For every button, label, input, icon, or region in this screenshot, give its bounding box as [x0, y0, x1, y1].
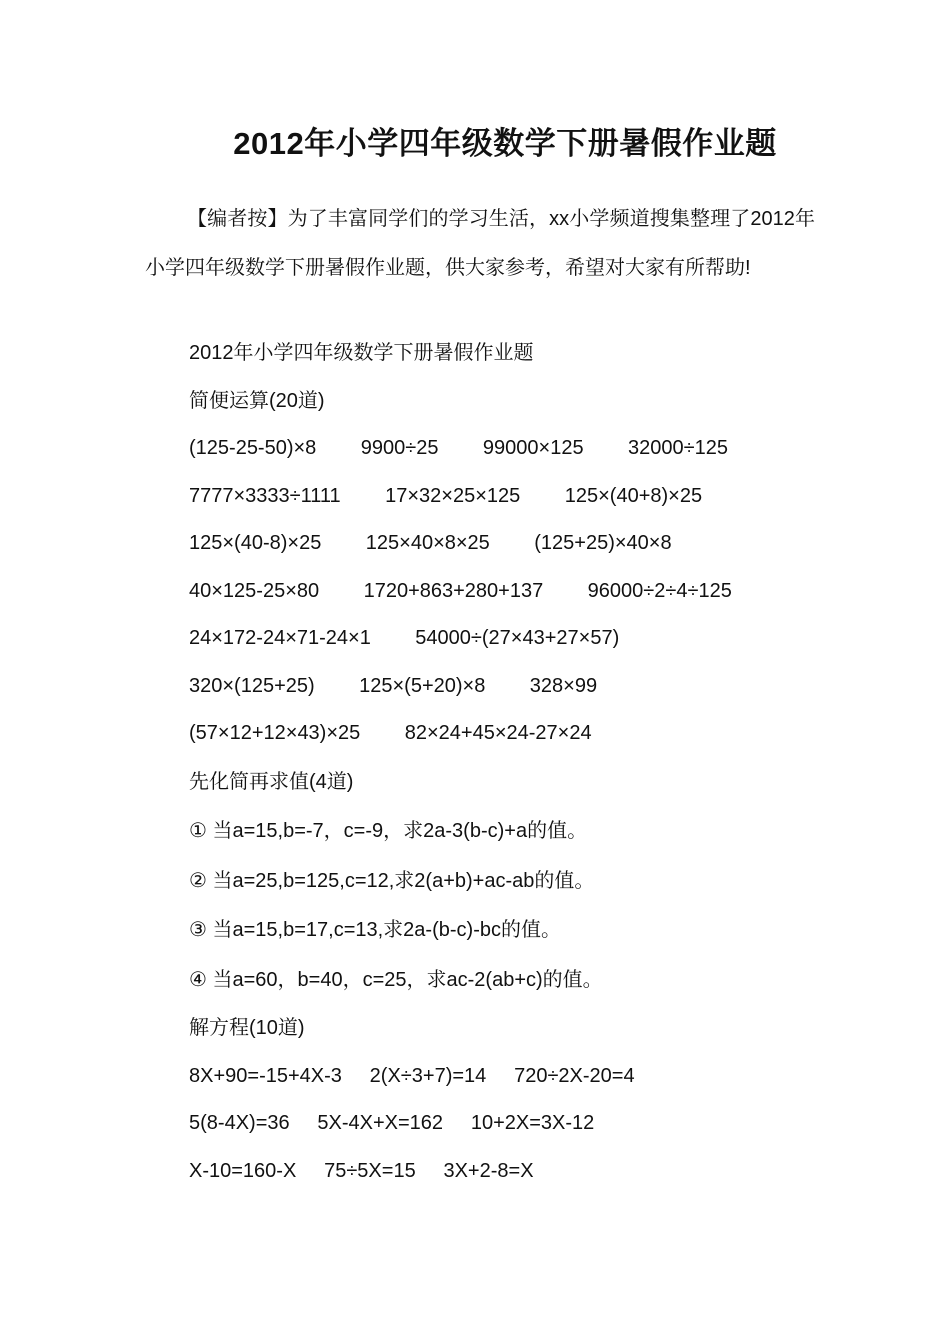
section-heading-equations: 解方程(10道): [189, 1017, 305, 1039]
document-title: 2012年小学四年级数学下册暑假作业题: [233, 126, 777, 161]
calc-row: (125-25-50)×8 9900÷25 99000×125 32000÷125: [189, 437, 729, 459]
calc-row: (57×12+12×43)×25 82×24+45×24-27×24: [189, 722, 592, 744]
calc-row: 40×125-25×80 1720+863+280+137 96000÷2÷4÷125: [189, 579, 732, 602]
equation-row: X-10=160-X 75÷5X=15 3X+2-8=X: [189, 1159, 534, 1182]
document-body: [189, 330, 829, 1195]
evaluate-item: ② 当a=25,b=125,c=12,求2(a+b)+ac-ab的值。: [189, 869, 595, 892]
section-heading-evaluate: 先化简再求值(4道): [189, 770, 354, 793]
evaluate-item: ④ 当a=60，b=40，c=25，求ac-2(ab+c)的值。: [189, 968, 603, 991]
equation-row: 8X+90=-15+4X-3 2(X÷3+7)=14 720÷2X-20=4: [189, 1064, 635, 1087]
editor-note-paragraph: 【编者按】为了丰富同学们的学习生活，xx小学频道搜集整理了2012年小学四年级数学下册暑假作业题，供大家参考，希望对大家有所帮助!: [145, 208, 815, 279]
calc-row: 125×(40-8)×25 125×40×8×25 (125+25)×40×8: [189, 532, 672, 554]
subtitle-line: 2012年小学四年级数学下册暑假作业题: [189, 342, 534, 364]
evaluate-item: ③ 当a=15,b=17,c=13,求2a-(b-c)-bc的值。: [189, 919, 561, 941]
calc-row: 320×(125+25) 125×(5+20)×8 328×99: [189, 674, 598, 697]
calc-row: 7777×3333÷1111 17×32×25×125 125×(40+8)×25: [189, 484, 703, 507]
calc-row: 24×172-24×71-24×1 54000÷(27×43+27×57): [189, 627, 620, 649]
section-heading-simplify: 简便运算(20道): [189, 389, 325, 412]
equation-row: 5(8-4X)=36 5X-4X+X=162 10+2X=3X-12: [189, 1112, 595, 1134]
evaluate-item: ① 当a=15,b=-7，c=-9，求2a-3(b-c)+a的值。: [189, 820, 588, 842]
